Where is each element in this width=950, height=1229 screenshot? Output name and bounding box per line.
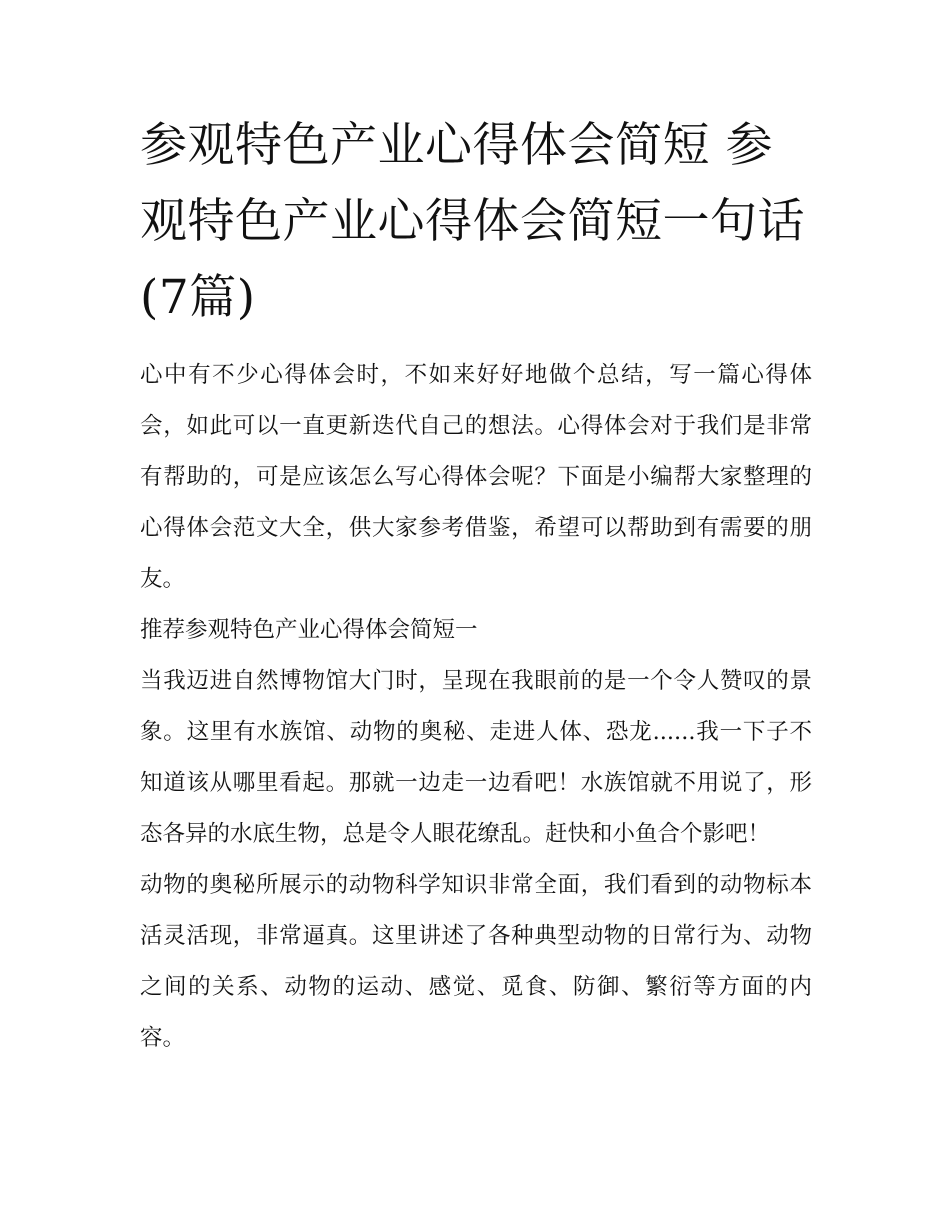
section-heading: 推荐参观特色产业心得体会简短一 (140, 617, 478, 643)
document-title: 参观特色产业心得体会简短 参观特色产业心得体会简短一句话(7篇) (140, 118, 805, 325)
body-paragraph-2: 动物的奥秘所展示的动物科学知识非常全面，我们看到的动物标本活灵活现，非常逼真。这里讲述了各种典型动物的日常行为、动物之间的关系、动物的运动、感觉、觅食、防御、繁衍等方面的内容。 (140, 872, 812, 1051)
body-paragraph-1: 当我迈进自然博物馆大门时，呈现在我眼前的是一个令人赞叹的景象。这里有水族馆、动物的奥秘、走进人体、恐龙......我一下子不知道该从哪里看起。那就一边走一边看吧！水族馆就不用说了，形态各异的水底生物，总是令人眼花缭乱。赶快和小鱼合个影吧！ (140, 668, 812, 847)
intro-paragraph: 心中有不少心得体会时，不如来好好地做个总结，写一篇心得体会，如此可以一直更新迭代自己的想法。心得体会对于我们是非常有帮助的，可是应该怎么写心得体会呢？下面是小编帮大家整理的心得体会范文大全，供大家参考借鉴，希望可以帮助到有需要的朋友。 (140, 362, 812, 592)
document-content (140, 108, 812, 1064)
